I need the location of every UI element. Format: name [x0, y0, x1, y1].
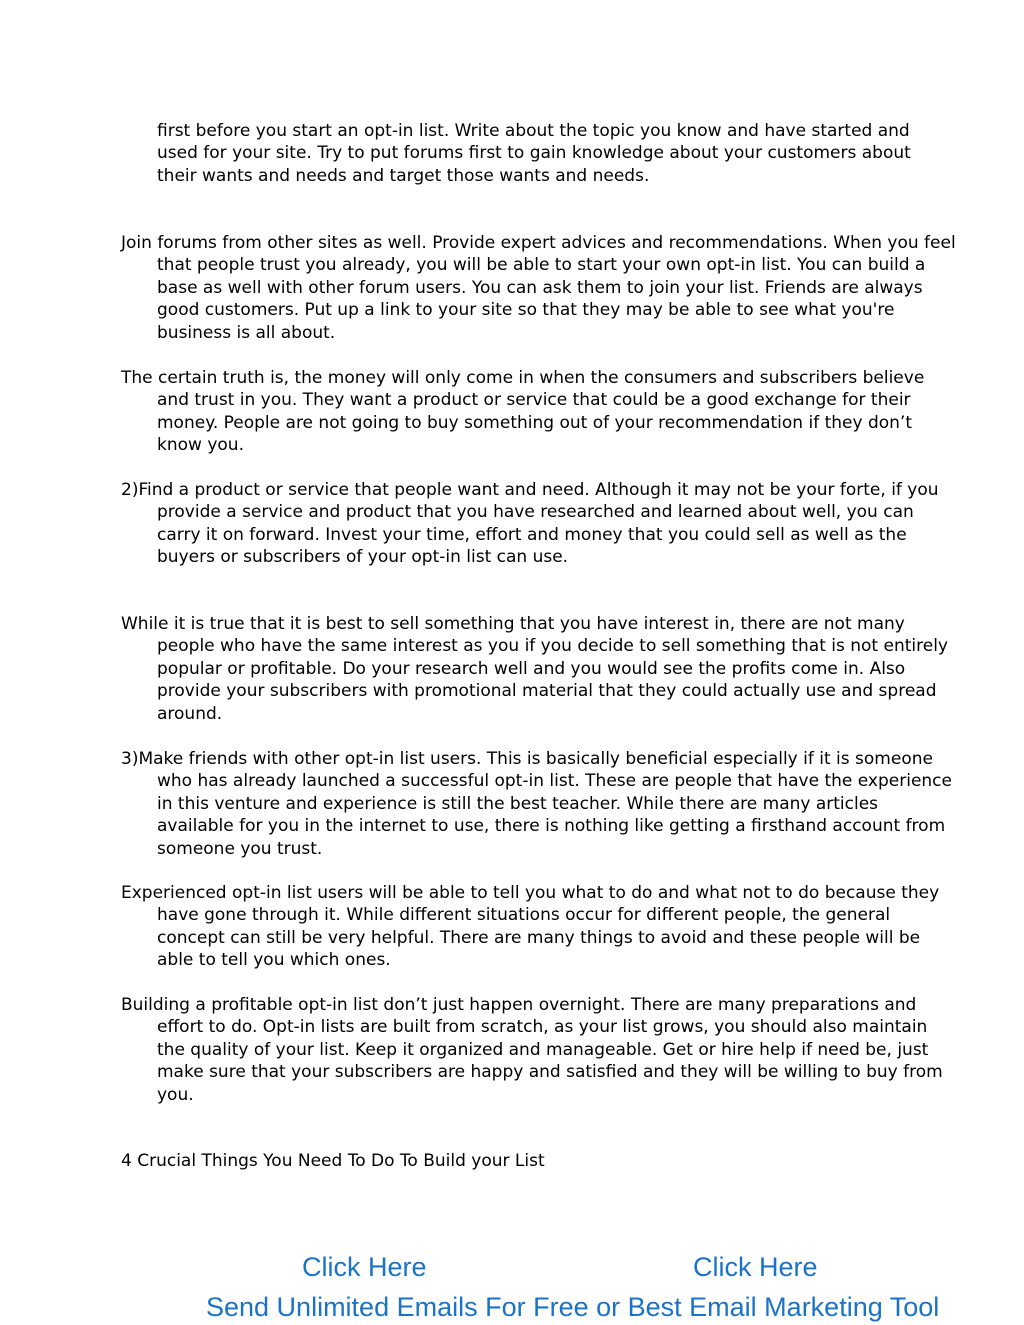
paragraph-find-product: 2)Find a product or service that people want and need. Although it may not be your forte, if you provide a service and product that you have researched and learned about well, you can carry it on forward. Invest your time, effort and money that you could sell as well as the buyers or subscribers of your opt-in list can use. — [121, 480, 939, 568]
paragraph-interest: While it is true that it is best to sell something that you have interest in, there are not many people who have the same interest as you if you decide to sell something that is not entirely popular or profitable. Do your research well and you would see the profits come in. Also provide your subscribers with promotional material that they could actually use and spread around. — [121, 614, 948, 724]
send-unlimited-emails-link[interactable]: Send Unlimited Emails For Free or Best Email Marketing Tool — [206, 1292, 940, 1322]
click-here-link-right[interactable]: Click Here — [693, 1252, 818, 1282]
click-here-link-left[interactable]: Click Here — [302, 1252, 427, 1282]
paragraph-make-friends: 3)Make friends with other opt-in list users. This is basically beneficial especially if it is someone who has already launched a successful opt-in list. These are people that have the experience in this venture and experience is still the best teacher. While there are many articles available for you in the internet to use, there is nothing like getting a firsthand account from someone you trust. — [121, 749, 952, 859]
paragraph-continuation: first before you start an opt-in list. Write about the topic you know and have started and used for your site. Try to put forums first to gain knowledge about your customers about their wants and needs and target those wants and needs. — [157, 121, 911, 186]
paragraph-certain-truth: The certain truth is, the money will only come in when the consumers and subscribers believe and trust in you. They want a product or service that could be a good exchange for their money. People are not going to buy something out of your recommendation if they don’t know you. — [121, 368, 925, 456]
paragraph-building-list: Building a profitable opt-in list don’t just happen overnight. There are many preparations and effort to do. Opt-in lists are built from scratch, as your list grows, you should also maintain the quality of your list. Keep it organized and manageable. Get or hire help if need be, just make sure that your subscribers are happy and satisfied and they will be willing to buy from you. — [121, 995, 943, 1105]
section-heading: 4 Crucial Things You Need To Do To Build your List — [121, 1151, 545, 1171]
paragraph-experienced-users: Experienced opt-in list users will be able to tell you what to do and what not to do because they have gone through it. While different situations occur for different people, the general concept can still be very helpful. There are many things to avoid and these people will be able to tell you which ones. — [121, 883, 940, 971]
paragraph-join-forums: Join forums from other sites as well. Provide expert advices and recommendations. When you feel that people trust you already, you will be able to start your own opt-in list. You can build a base as well with other forum users. You can ask them to join your list. Friends are always good customers. Put up a link to your site so that they may be able to see what you're business is all about. — [121, 233, 956, 343]
